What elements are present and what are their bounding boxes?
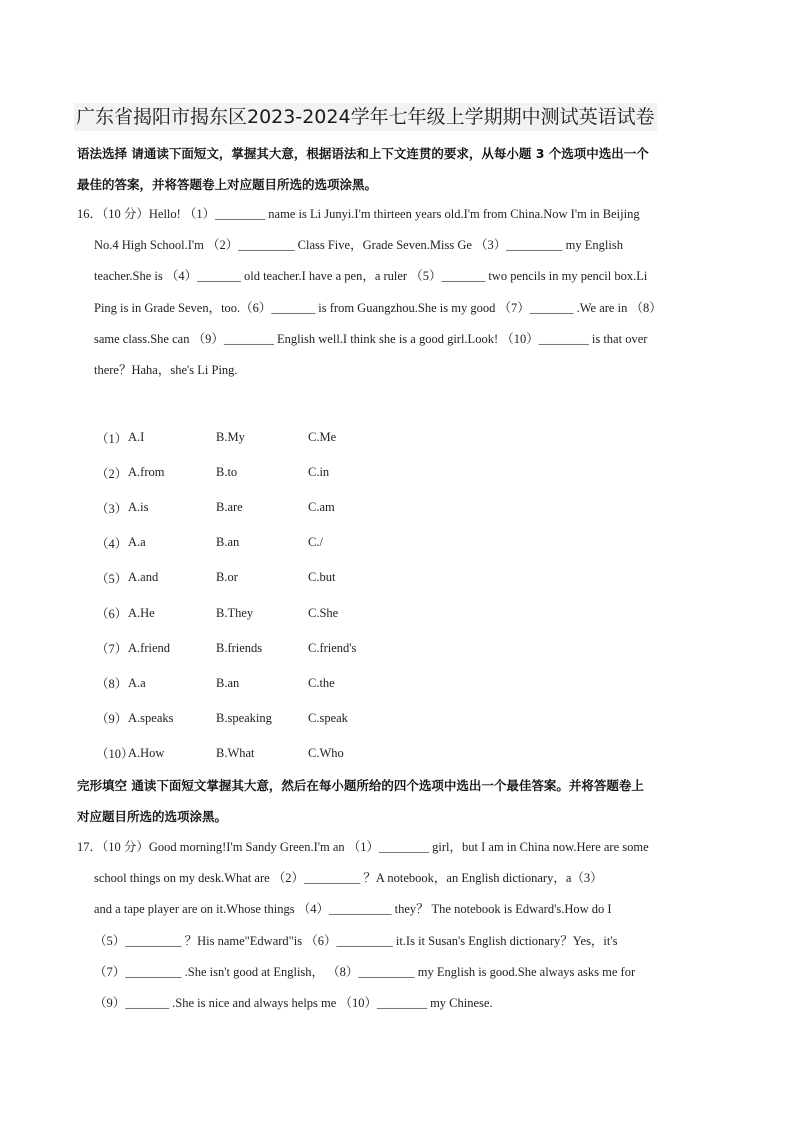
option-number: （9）	[96, 712, 128, 727]
passage-line: （7）_________ .She isn't good at English， （8）_________ my English is good.She always asks me for	[94, 964, 636, 979]
option-c: C.speak	[308, 710, 348, 725]
passage-line: and a tape player are on it.Whose things （4）__________ they？ The notebook is Edward's.How do I	[94, 902, 612, 917]
option-b: B.an	[216, 675, 240, 690]
option-number: （4）	[96, 536, 128, 551]
option-c: C.am	[308, 500, 335, 515]
option-b: B.They	[216, 605, 254, 620]
option-c: C.but	[308, 570, 336, 585]
option-row	[96, 736, 408, 771]
option-b: B.speaking	[216, 710, 272, 725]
option-a: A.I	[128, 430, 145, 445]
instruction-line: 完形填空 通读下面短文掌握其大意，然后在每小题所给的四个选项中选出一个最佳答案。并将答题卷上	[77, 778, 644, 793]
option-number: （3）	[96, 501, 128, 516]
option-number: （5）	[96, 571, 128, 586]
option-row	[96, 455, 408, 490]
option-b: B.to	[216, 465, 238, 480]
option-row	[96, 701, 408, 736]
passage-line: No.4 High School.I'm （2）_________ Class Five，Grade Seven.Miss Ge （3）_________ my English	[94, 238, 623, 253]
passage-line: （5）_________ ？His name"Edward"is （6）_________ it.Is it Susan's English dictionary？Yes，it's	[94, 933, 618, 948]
page-title: 广东省揭阳市揭东区2023-2024学年七年级上学期期中测试英语试卷	[74, 103, 657, 131]
passage-line: （9）_______ .She is nice and always helps me （10）________ my Chinese.	[94, 996, 493, 1011]
option-row	[96, 560, 408, 595]
passage-line: school things on my desk.What are （2）_________ ？A notebook，an English dictionary，a（3）	[94, 871, 603, 886]
option-a: A.He	[128, 605, 155, 620]
question-16-options	[96, 420, 408, 771]
option-row	[96, 420, 408, 455]
option-b: B.an	[216, 535, 240, 550]
option-b: B.My	[216, 430, 245, 445]
option-number: （2）	[96, 466, 128, 481]
option-c: C.in	[308, 465, 330, 480]
instruction-line: 语法选择 请通读下面短文，掌握其大意，根据语法和上下文连贯的要求，从每小题 3 个选项中选出一个	[77, 146, 649, 161]
option-row	[96, 490, 408, 525]
option-b: B.What	[216, 745, 255, 760]
option-c: C.Who	[308, 745, 344, 760]
option-a: A.a	[128, 675, 146, 690]
option-c: C./	[308, 535, 323, 550]
option-c: C.Me	[308, 430, 337, 445]
instruction-line: 最佳的答案，并将答题卷上对应题目所选的选项涂黑。	[77, 177, 378, 192]
option-row	[96, 595, 408, 630]
option-a: A.How	[128, 745, 165, 760]
option-a: A.friend	[128, 640, 170, 655]
option-row	[96, 666, 408, 701]
option-a: A.a	[128, 535, 146, 550]
option-a: A.is	[128, 500, 149, 515]
passage-line: Ping is in Grade Seven，too.（6）_______ is from Guangzhou.She is my good （7）_______ .We are in （8）	[94, 300, 662, 315]
question-17-passage	[77, 832, 725, 1019]
option-row	[96, 525, 408, 560]
option-b: B.are	[216, 500, 243, 515]
option-number: （1）	[96, 431, 128, 446]
question-16-passage	[77, 199, 725, 386]
option-c: C.friend's	[308, 640, 357, 655]
option-number: （8）	[96, 677, 128, 692]
option-c: C.She	[308, 605, 339, 620]
passage-line: there？Haha，she's Li Ping.	[94, 363, 238, 378]
option-c: C.the	[308, 675, 335, 690]
option-b: B.friends	[216, 640, 263, 655]
passage-line: 17．（10 分）Good morning!I'm Sandy Green.I'm an （1）________ girl，but I am in China now.Here are some	[77, 840, 649, 854]
instruction-line: 对应题目所选的选项涂黑。	[77, 809, 228, 824]
option-number: （10）	[96, 747, 134, 762]
option-row	[96, 631, 408, 666]
option-b: B.or	[216, 570, 238, 585]
option-number: （6）	[96, 607, 128, 622]
section1-instruction	[77, 138, 721, 200]
passage-line: 16．（10 分）Hello! （1）________ name is Li Junyi.I'm thirteen years old.I'm from China.Now I'm in Beijing	[77, 207, 640, 221]
passage-line: teacher.She is （4）_______ old teacher.I have a pen，a ruler （5）_______ two pencils in my pencil box.Li	[94, 269, 648, 284]
passage-line: same class.She can （9）________ English well.I think she is a good girl.Look! （10）________ is that over	[94, 331, 648, 346]
option-number: （7）	[96, 642, 128, 657]
section2-instruction	[77, 770, 721, 832]
option-a: A.speaks	[128, 710, 174, 725]
option-a: A.from	[128, 465, 165, 480]
option-a: A.and	[128, 570, 159, 585]
